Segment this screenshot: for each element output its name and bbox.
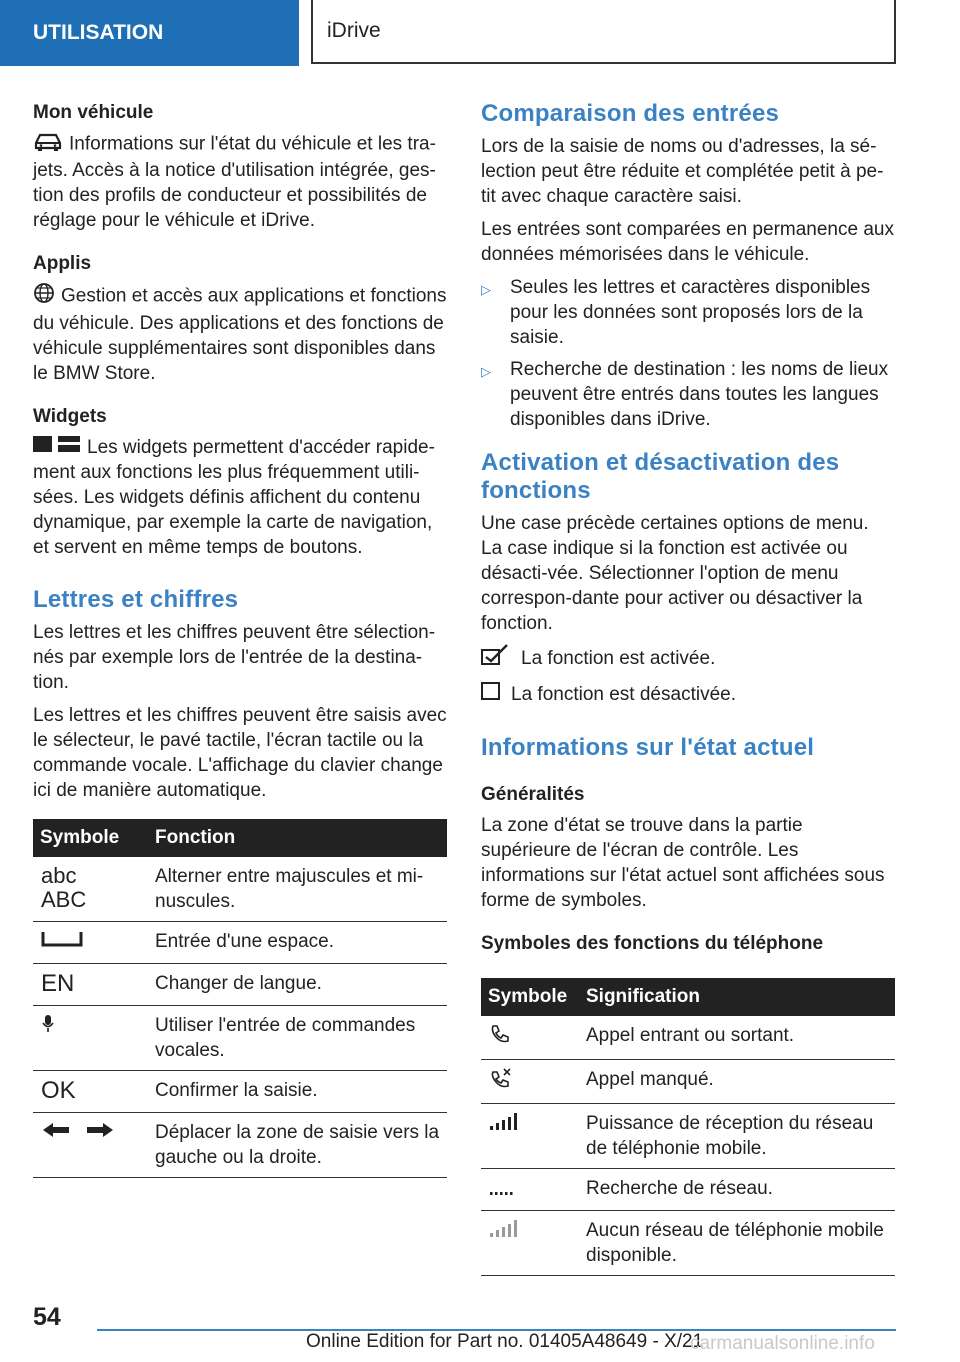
widgets-paragraph xyxy=(33,435,447,560)
case-toggle-icon: abc ABC xyxy=(33,857,148,922)
mon-vehicule-title: Mon véhicule xyxy=(33,102,154,123)
comparaison-p1: Lors de la saisie de noms ou d'adresses, la sé-lection peut être réduite et complétée petit à pe-tit avec chaque caractère saisi. xyxy=(481,136,884,207)
comparaison-bullets xyxy=(481,275,895,432)
left-column xyxy=(33,100,447,1178)
right-column xyxy=(481,100,895,1276)
phone-symbols-table xyxy=(481,978,895,1276)
col-meaning-header: Signification xyxy=(579,978,895,1016)
checked-line: La fonction est activée. xyxy=(481,644,895,673)
triangle-bullet-icon: ▷ xyxy=(481,282,491,297)
applis-text: Gestion et accès aux applications et fonctions du véhicule. Des applications et des fonctions de véhicule supplémentaires sont disponibles dans le BMW Store. xyxy=(33,285,447,384)
row-text: Appel entrant ou sortant. xyxy=(579,1016,895,1060)
triangle-bullet-icon: ▷ xyxy=(481,364,491,379)
row-text: Alterner entre majuscules et mi-nuscules. xyxy=(148,857,447,922)
row-text: Déplacer la zone de saisie vers la gauche ou la droite. xyxy=(148,1113,447,1178)
table-row xyxy=(33,1113,447,1178)
row-text: Changer de langue. xyxy=(148,964,447,1006)
table-row xyxy=(481,1060,895,1104)
no-network-icon xyxy=(481,1211,579,1276)
activation-heading: Activation et désactivation des fonctions xyxy=(481,449,840,504)
applis-title: Applis xyxy=(33,253,92,274)
applis-paragraph xyxy=(33,282,447,386)
generalites-text: La zone d'état se trouve dans la partie supérieure de l'écran de contrôle. Les informations sur l'état actuel sont affichées sous forme de symboles. xyxy=(481,815,885,911)
generalites-title: Généralités xyxy=(481,784,585,805)
table-row xyxy=(481,1104,895,1169)
comparaison-p2: Les entrées sont comparées en permanence aux données mémorisées dans le véhicule. xyxy=(481,219,894,265)
checked-box-icon xyxy=(481,644,509,673)
list-item: ▷ Seules les lettres et caractères disponibles pour les données sont proposés lors de la saisie. xyxy=(481,277,871,348)
missed-call-icon xyxy=(481,1060,579,1104)
col-symbol-header: Symbole xyxy=(481,978,579,1016)
table-row xyxy=(481,1016,895,1060)
widgets-text: Les widgets permettent d'accéder rapide-ment aux fonctions les plus fréquemment utili-sées. Les widgets définis affichent du contenu dynamique, par exemple la carte de navigation, et servent en même temps de boutons. xyxy=(33,437,435,559)
unchecked-box-icon xyxy=(481,681,501,708)
row-text: Entrée d'une espace. xyxy=(148,922,447,964)
car-icon xyxy=(33,131,63,158)
section-title: UTILISATION xyxy=(33,21,164,44)
row-text: Puissance de réception du réseau de téléphonie mobile. xyxy=(579,1104,895,1169)
row-text: Utiliser l'entrée de commandes vocales. xyxy=(148,1006,447,1071)
language-icon: EN xyxy=(33,964,148,1006)
activation-p1: Une case précède certaines options de menu. La case indique si la fonction est activée ou désacti-vée. Sélectionner l'option de menu correspon-dante pour activer ou désactiver la fonction. xyxy=(481,513,869,634)
mon-vehicule-paragraph xyxy=(33,131,447,233)
signal-strength-icon xyxy=(481,1104,579,1169)
mon-vehicule-text: Informations sur l'état du véhicule et les tra-jets. Accès à la notice d'utilisation intégrée, ges-tion des profils de conducteur et possibilités de réglage pour le véhicule et iDrive. xyxy=(33,133,436,231)
phone-call-icon xyxy=(481,1016,579,1060)
table-row xyxy=(33,1071,447,1113)
lettres-heading: Lettres et chiffres xyxy=(33,586,239,614)
arrows-left-right-icon xyxy=(33,1113,148,1178)
row-text: Confirmer la saisie. xyxy=(148,1071,447,1113)
widgets-title: Widgets xyxy=(33,406,107,427)
list-item: ▷ Recherche de destination : les noms de lieux peuvent être entrés dans toutes les langues disponibles dans iDrive. xyxy=(481,359,889,430)
comparaison-heading: Comparaison des entrées xyxy=(481,100,780,127)
table-row xyxy=(33,1006,447,1071)
table-row xyxy=(33,857,447,922)
widgets-icon xyxy=(33,435,81,460)
col-function-header: Fonction xyxy=(148,819,447,857)
chapter-title: iDrive xyxy=(327,19,381,42)
col-symbol-header: Symbole xyxy=(33,819,148,857)
unchecked-line: La fonction est désactivée. xyxy=(481,681,895,708)
table-row xyxy=(33,922,447,964)
page-number: 54 xyxy=(33,1303,61,1331)
network-search-icon xyxy=(481,1169,579,1211)
lettres-p2: Les lettres et les chiffres peuvent être saisis avec le sélecteur, le pavé tactile, l'écran tactile ou la commande vocale. L'affichage du clavier change ici de manière automatique. xyxy=(33,705,447,802)
ok-icon: OK xyxy=(33,1071,148,1113)
table-row xyxy=(481,1211,895,1276)
row-text: Aucun réseau de téléphonie mobile disponible. xyxy=(579,1211,895,1276)
table-row xyxy=(33,964,447,1006)
globe-icon xyxy=(33,282,55,311)
phone-symbols-title: Symboles des fonctions du téléphone xyxy=(481,933,824,954)
row-text: Appel manqué. xyxy=(579,1060,895,1104)
row-text: Recherche de réseau. xyxy=(579,1169,895,1211)
edition-text: Online Edition for Part no. 01405A48649 - X/21 xyxy=(306,1331,704,1352)
symbols-table xyxy=(33,819,447,1178)
chapter-tab xyxy=(311,0,896,64)
lettres-p1: Les lettres et les chiffres peuvent être sélection-nés par exemple lors de l'entrée de la destina-tion. xyxy=(33,622,436,694)
watermark: carmanualsonline.info xyxy=(690,1333,875,1354)
section-tab xyxy=(0,0,299,66)
table-row xyxy=(481,1169,895,1211)
etat-heading: Informations sur l'état actuel xyxy=(481,734,815,761)
microphone-icon xyxy=(33,1006,148,1071)
space-icon xyxy=(33,922,148,964)
